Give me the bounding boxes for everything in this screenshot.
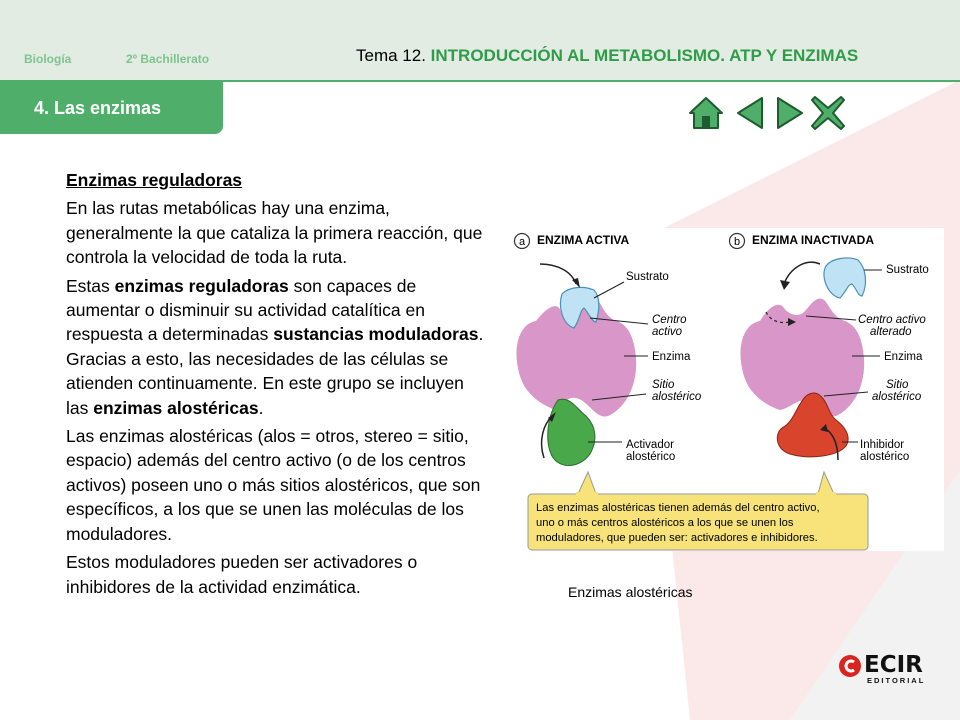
panel-b-title: ENZIMA INACTIVADA — [752, 233, 874, 247]
label-b-sustrato: Sustrato — [886, 264, 929, 276]
logo-mark-icon — [838, 654, 862, 678]
home-icon[interactable] — [688, 95, 724, 131]
label-a-activador-2: alostérico — [626, 451, 676, 463]
navigation-buttons — [688, 95, 848, 131]
section-title: 4. Las enzimas — [34, 98, 162, 118]
previous-icon[interactable] — [732, 95, 768, 131]
arrow-b-substrate — [784, 262, 820, 284]
header-bar — [0, 0, 960, 82]
topic-number: Tema 12. — [356, 46, 431, 65]
subject-label: Biología — [24, 52, 72, 66]
logo-subtext: EDITORIAL — [867, 676, 926, 685]
publisher-logo — [838, 652, 928, 686]
label-b-centro-1: Centro activo — [858, 314, 926, 326]
enzyme-b-shape — [741, 299, 865, 417]
paragraph-2: Estas enzimas reguladoras son capaces de aumentar o disminuir su actividad catalítica en respuesta a determinadas sustancias moduladoras. Gracias a esto, las necesidades de las células se atienden continuamente. En este grupo se incluyen las enzimas alostéricas. — [66, 275, 484, 418]
label-b-sitio-2: alostérico — [872, 391, 922, 403]
label-b-enzima: Enzima — [884, 351, 923, 363]
section-tab — [0, 81, 223, 134]
label-b-centro-2: alterado — [870, 326, 912, 338]
label-b-sitio-1: Sitio — [886, 379, 909, 391]
label-a-sustrato: Sustrato — [626, 271, 669, 283]
topic-title — [356, 46, 858, 66]
figure-caption: Enzimas alostéricas — [568, 584, 693, 600]
main-text — [66, 168, 486, 603]
arrow-a-substrate — [540, 264, 576, 284]
activator-shape — [548, 399, 595, 465]
course-label: 2º Bachillerato — [126, 52, 210, 66]
topic-name: INTRODUCCIÓN AL METABOLISMO. ATP Y ENZIMAS — [430, 46, 859, 65]
substrate-b — [824, 258, 866, 298]
label-b-inhibidor-2: alostérico — [860, 451, 910, 463]
note-line-1: Las enzimas alostéricas tienen además del centro activo, — [536, 502, 820, 514]
label-a-centro-1: Centro — [652, 314, 687, 326]
label-a-sitio-2: alostérico — [652, 391, 702, 403]
label-a-sitio-1: Sitio — [652, 379, 675, 391]
label-a-centro-2: activo — [652, 326, 683, 338]
label-a-enzima: Enzima — [652, 351, 691, 363]
panel-a-letter: a — [518, 236, 526, 248]
note-line-3: moduladores, que pueden ser: activadores e inhibidores. — [536, 532, 818, 544]
logo-brand: ECIR — [864, 652, 923, 678]
paragraph-1: En las rutas metabólicas hay una enzima, generalmente la que cataliza la primera reacción, que controla la velocidad de toda la ruta. — [66, 198, 483, 268]
paragraph-4: Estos moduladores pueden ser activadores o inhibidores de la actividad enzimática. — [66, 552, 418, 597]
close-icon[interactable] — [810, 95, 846, 131]
paragraph-3: Las enzimas alostéricas (alos = otros, stereo = sitio, espacio) además del centro activo (o de los centros activos) poseen uno o más sitios alostéricos, que son específicos, a los que se unen las moléculas de los moduladores. — [66, 426, 481, 544]
label-b-inhibidor-1: Inhibidor — [860, 439, 905, 451]
note-line-2: uno o más centros alostéricos a los que se unen los — [536, 517, 794, 529]
allosteric-enzyme-diagram — [506, 228, 944, 551]
panel-a-title: ENZIMA ACTIVA — [537, 233, 630, 247]
panel-b-letter: b — [733, 236, 741, 248]
label-a-activador-1: Activador — [626, 439, 674, 451]
next-icon[interactable] — [772, 95, 808, 131]
subheading: Enzimas reguladoras — [66, 170, 243, 190]
